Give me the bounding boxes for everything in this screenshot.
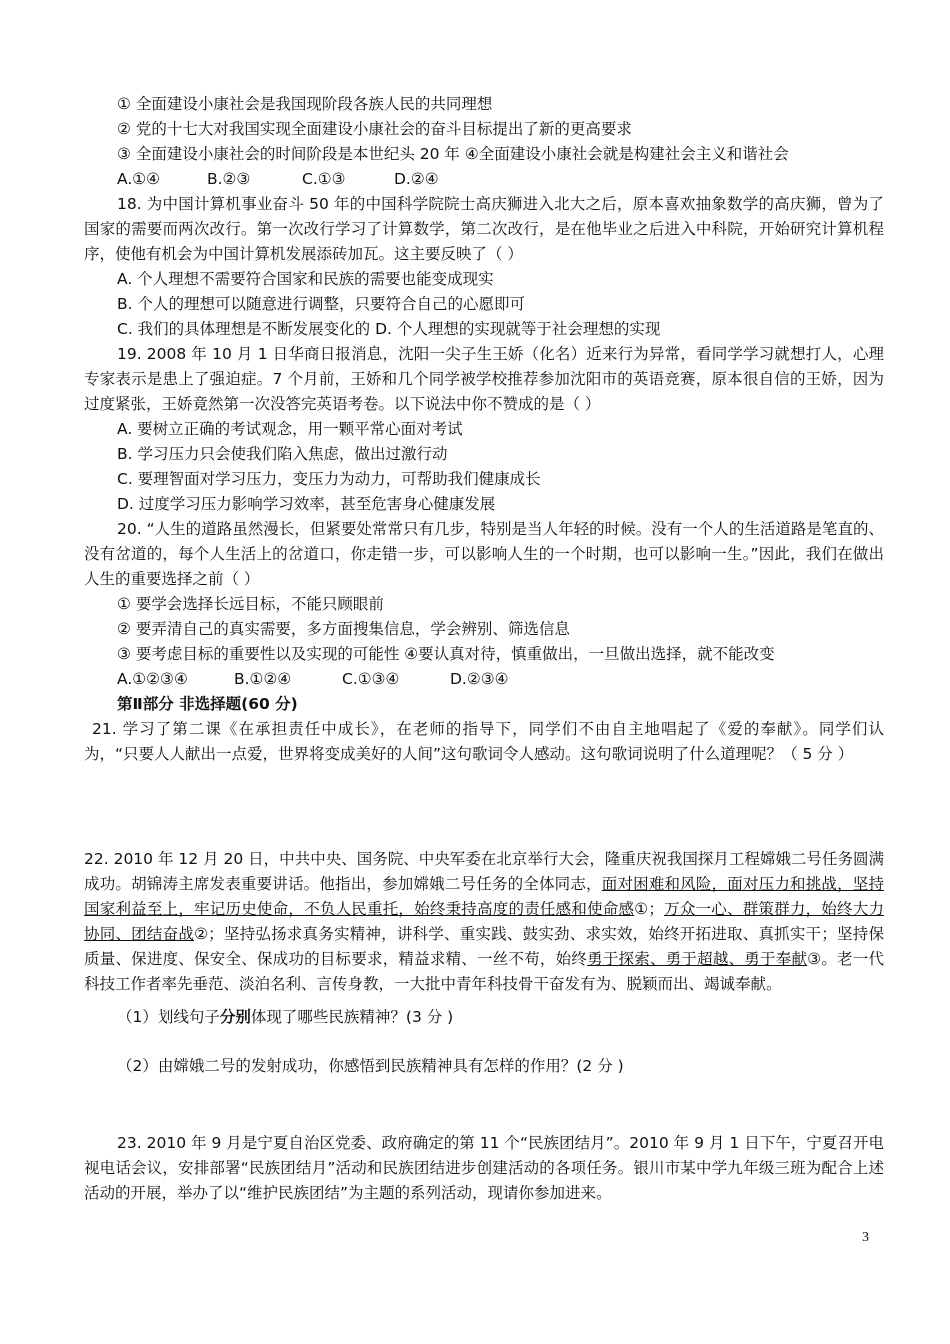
answer-space-q22-2 (84, 1079, 884, 1131)
q18-stem: 18. 为中国计算机事业奋斗 50 年的中国科学院院士高庆狮进入北大之后，原本喜欢抽象数学的高庆狮，曾为了国家的需要而两次改行。第一次改行学习了计算数学，第二次改行，是在他毕业之后进入中科院，开始研究计算机程序，使他有机会为中国计算机发展添砖加瓦。这主要反映了（ ） (84, 195, 884, 263)
q17-item-2: ② 党的十七大对我国实现全面建设小康社会的奋斗目标提出了新的更高要求 (117, 120, 632, 138)
q17-option-b: B.②③ (207, 170, 251, 188)
q22-underline-3: 勇于探索、勇于超越、勇于奉献 (587, 950, 808, 968)
q22-text-3: ③。老一代科技工作者率先垂范、淡泊名利、言传身教，一大批中青年科技骨干奋发有为、脱颖而出、竭诚奉献。 (84, 950, 884, 993)
q20-option-d: D.②③④ (450, 670, 509, 688)
q22-underline-1: 面对困难和风险，面对压力和挑战，坚持国家利益至上，牢记历史使命，不负人民重托，始终秉持高度的责任感和使命感 (84, 875, 884, 918)
q19-option-b: B. 学习压力只会使我们陷入焦虑，做出过激行动 (117, 445, 448, 463)
q22-text-2: ②；坚持弘扬求真务实精神，讲科学、重实践、鼓实劲、求实效，始终开拓进取、真抓实干；坚持保质量、保进度、保安全、保成功的目标要求，精益求精、一丝不苟，始终 (84, 925, 884, 968)
q22-sub-1 (84, 1005, 884, 1030)
q21-stem: 21. 学习了第二课《在承担责任中成长》，在老师的指导下，同学们不由自主地唱起了《爱的奉献》。同学们认为，“只要人人献出一点爱，世界将变成美好的人间”这句歌词令人感动。这句歌词说明了什么道理呢？（ 5 分 ） (84, 720, 884, 763)
exam-page (84, 92, 884, 1206)
q17-option-d: D.②④ (394, 170, 439, 188)
q18-option-a: A. 个人理想不需要符合国家和民族的需要也能变成现实 (117, 270, 494, 288)
q20-options (84, 667, 884, 692)
q22-stem (84, 847, 884, 997)
q22-mark-1: ①； (634, 900, 664, 918)
q22-text-1: 22. 2010 年 12 月 20 日，中共中央、国务院、中央军委在北京举行大会，隆重庆祝我国探月工程嫦娥二号任务圆满成功。胡锦涛主席发表重要讲话。他指出，参加嫦娥二号任务的全体同志， (84, 850, 884, 893)
q23-stem: 23. 2010 年 9 月是宁夏自治区党委、政府确定的第 11 个“民族团结月”。2010 年 9 月 1 日下午，宁夏召开电视电话会议，安排部署“民族团结月”活动和民族团结进步创建活动的各项任务。银川市某中学九年级三班为配合上述活动的开展，举办了以“维护民族团结”为主题的系列活动，现请你参加进来。 (84, 1134, 884, 1202)
q17-options (84, 167, 884, 192)
q17-item-1: ① 全面建设小康社会是我国现阶段各族人民的共同理想 (117, 95, 493, 113)
q18-option-b: B. 个人的理想可以随意进行调整，只要符合自己的心愿即可 (117, 295, 525, 313)
q17-option-c: C.①③ (302, 170, 346, 188)
q19-option-c: C. 要理智面对学习压力，变压力为动力，可帮助我们健康成长 (117, 470, 541, 488)
answer-space-q22-1 (84, 1030, 884, 1054)
q17-item-3: ③ 全面建设小康社会的时间阶段是本世纪头 20 年 ④全面建设小康社会就是构建社会主义和谐社会 (117, 145, 789, 163)
section-title: 第Ⅱ部分 非选择题(60 分) (117, 695, 298, 713)
q20-option-a: A.①②③④ (117, 670, 188, 688)
q20-item-1: ① 要学会选择长远目标，不能只顾眼前 (117, 595, 384, 613)
q22-sub-1-a: （1）划线句子 (117, 1008, 220, 1026)
q20-stem: 20. “人生的道路虽然漫长，但紧要处常常只有几步，特别是当人年轻的时候。没有一个人的生活道路是笔直的、没有岔道的，每个人生活上的岔道口，你走错一步，可以影响人生的一个时期，也可以影响一生。”因此，我们在做出人生的重要选择之前（ ） (84, 520, 884, 588)
q18-option-cd: C. 我们的具体理想是不断发展变化的 D. 个人理想的实现就等于社会理想的实现 (117, 320, 661, 338)
q20-option-c: C.①③④ (342, 670, 400, 688)
page-number: 3 (862, 1230, 869, 1245)
q20-option-b: B.①②④ (234, 670, 292, 688)
q22-sub-1-bold: 分别 (219, 1008, 251, 1026)
q22-sub-2: （2）由嫦娥二号的发射成功，你感悟到民族精神具有怎样的作用？(2 分 ) (117, 1057, 624, 1075)
q20-item-3: ③ 要考虑目标的重要性以及实现的可能性 ④要认真对待，慎重做出，一旦做出选择，就不能改变 (117, 645, 775, 663)
q17-option-a: A.①④ (117, 170, 161, 188)
q22-underline-2: 万众一心、群策群力，始终大力协同、团结奋战 (84, 900, 884, 943)
q22-sub-1-c: 体现了哪些民族精神？(3 分 ) (250, 1008, 454, 1026)
q19-option-d: D. 过度学习压力影响学习效率，甚至危害身心健康发展 (117, 495, 496, 513)
q19-option-a: A. 要树立正确的考试观念，用一颗平常心面对考试 (117, 420, 463, 438)
answer-space-q21 (84, 767, 884, 847)
q19-stem: 19. 2008 年 10 月 1 日华商日报消息，沈阳一尖子生王娇（化名）近来行为异常，看同学学习就想打人，心理专家表示是患上了强迫症。7 个月前，王娇和几个同学被学校推荐参加沈阳市的英语竞赛，原本很自信的王娇，因为过度紧张，王娇竟然第一次没答完英语考卷。以下说法中你不赞成的是（ ） (84, 345, 884, 413)
q20-item-2: ② 要弄清自己的真实需要，多方面搜集信息，学会辨别、筛选信息 (117, 620, 570, 638)
